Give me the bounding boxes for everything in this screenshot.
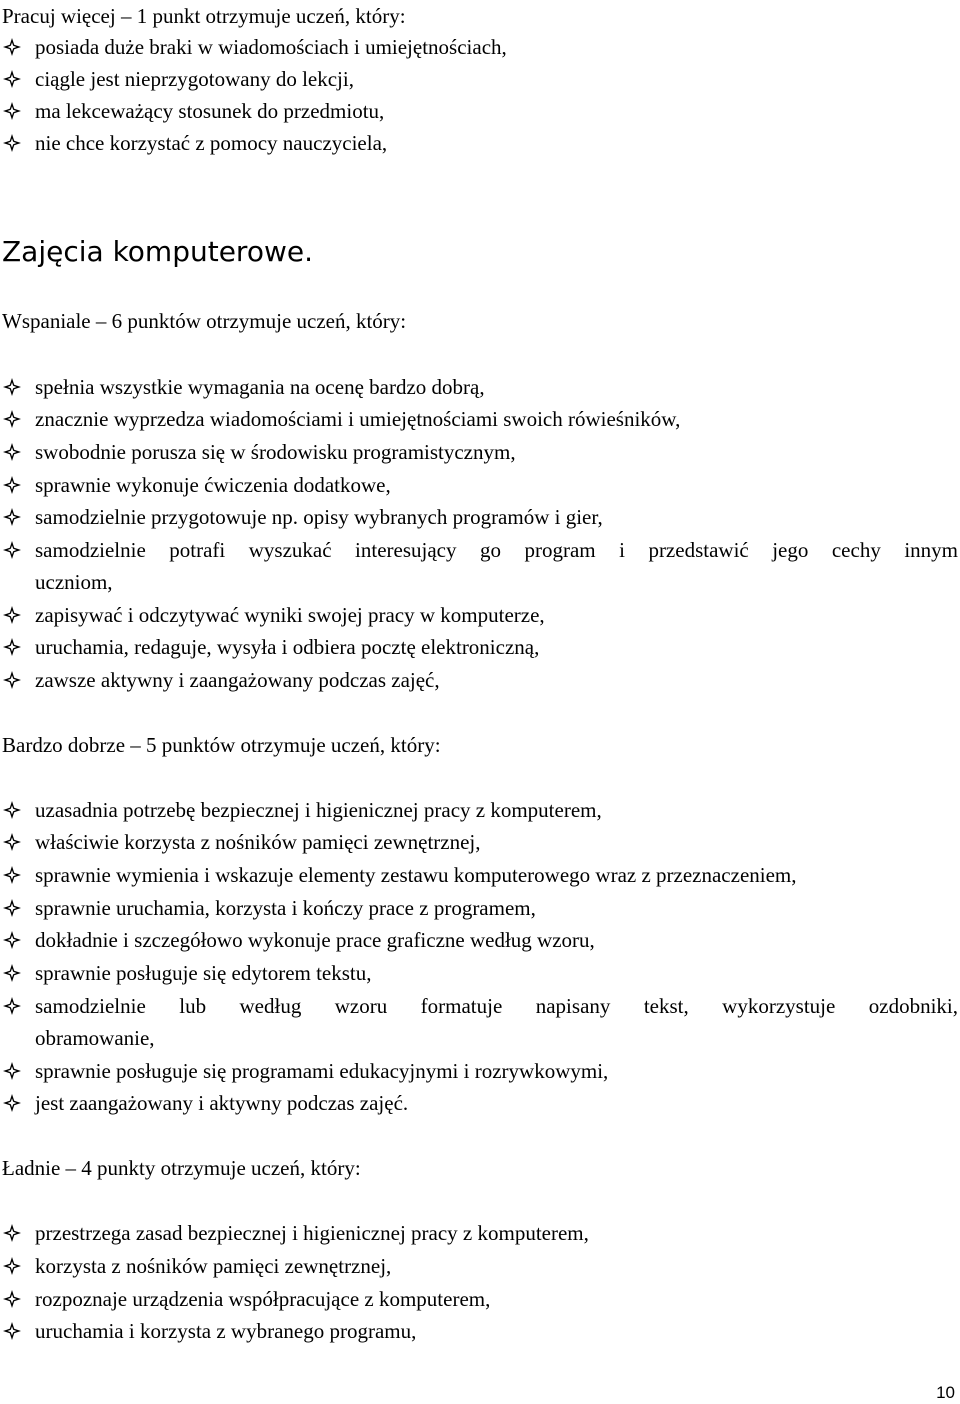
diamond-bullet-icon <box>2 800 22 820</box>
list-item-continuation: uczniom, <box>35 570 113 594</box>
diamond-bullet-icon <box>2 409 22 429</box>
diamond-bullet-icon <box>2 442 22 462</box>
diamond-bullet-icon <box>2 605 22 625</box>
grade-label-bardzo-dobrze: Bardzo dobrze – 5 punktów otrzymuje uczeń, który: <box>2 733 441 757</box>
diamond-bullet-icon <box>2 1321 22 1341</box>
diamond-bullet-icon <box>2 865 22 885</box>
diamond-bullet-icon <box>2 670 22 690</box>
diamond-bullet-icon <box>2 133 22 153</box>
diamond-bullet-icon <box>2 996 22 1016</box>
diamond-bullet-icon <box>2 930 22 950</box>
diamond-bullet-icon <box>2 475 22 495</box>
list-item-continuation: obramowanie, <box>35 1026 155 1050</box>
diamond-bullet-icon <box>2 69 22 89</box>
diamond-bullet-icon <box>2 37 22 57</box>
grade-label-ladnie: Ładnie – 4 punkty otrzymuje uczeń, który: <box>2 1156 361 1180</box>
diamond-bullet-icon <box>2 540 22 560</box>
diamond-bullet-icon <box>2 637 22 657</box>
page-number: 10 <box>936 1383 955 1402</box>
diamond-bullet-icon <box>2 507 22 527</box>
diamond-bullet-icon <box>2 1223 22 1243</box>
diamond-bullet-icon <box>2 101 22 121</box>
grade-label-wspaniale: Wspaniale – 6 punktów otrzymuje uczeń, który: <box>2 309 407 333</box>
diamond-bullet-icon <box>2 1289 22 1309</box>
diamond-bullet-icon <box>2 832 22 852</box>
document-page: Pracuj więcej – 1 punkt otrzymuje uczeń, który: posiada duże braki w wiadomościach i umiejętnościach, ciągle jest nieprzygotowany do lekcji, ma lekceważący stosunek do przedmiotu, nie chce korzystać z pomocy nauczyciela, Zajęcia komputerowe. Wspaniale – 6 punktów otrzymuje uczeń, który: spełnia wszystkie wymagania na ocenę bardzo dobrą, znacznie wyprzedza wiadomościami i umiejętnościami swoich rówieśników, swobodnie porusza się w środowisku programistycznym, sprawnie wykonuje ćwiczenia dodatkowe, samodzielnie przygotowuje np. opisy wybranych programów i gier, samodzielnie potrafi wyszukać interesujący go program i przedstawić jego cechy innym uczniom, zapisywać i odczytywać wyniki swojej pracy w komputerze, uruchamia, redaguje, wysyła i odbiera pocztę elektroniczną, zawsze aktywny i zaangażowany podczas zajęć, Bardzo dobrze – 5 punktów otrzymuje uczeń, który: uzasadnia potrzebę bezpiecznej i higienicznej pracy z komputerem, właściwie korzysta z nośników pamięci zewnętrznej, sprawnie wymienia i wskazuje elementy zestawu komputerowego wraz z przeznaczeniem, sprawnie uruchamia, korzysta i kończy prace z programem, dokładnie i szczegółowo wykonuje prace graficzne według wzoru, sprawnie posługuje się edytorem tekstu, samodzielnie lub według wzoru formatuje napisany tekst, wykorzystuje ozdobniki, obramowanie, sprawnie posługuje się programami edukacyjnymi i rozrywkowymi, jest zaangażowany i aktywny podczas zajęć. Ładnie – 4 punkty otrzymuje uczeń, który: przestrzega zasad bezpiecznej i higienicznej pracy z komputerem, korzysta z nośników pamięci zewnętrznej, rozpoznaje urządzenia współpracujące z komputerem, uruchamia i korzysta z wybranego programu, 10 <box>2 4 958 1402</box>
diamond-bullet-icon <box>2 963 22 983</box>
diamond-bullet-icon <box>2 898 22 918</box>
section-heading: Zajęcia komputerowe. <box>2 235 313 268</box>
intro-label: Pracuj więcej – 1 punkt otrzymuje uczeń, który: <box>2 4 406 28</box>
diamond-bullet-icon <box>2 377 22 397</box>
diamond-bullet-icon <box>2 1256 22 1276</box>
diamond-bullet-icon <box>2 1093 22 1113</box>
diamond-bullet-icon <box>2 1061 22 1081</box>
